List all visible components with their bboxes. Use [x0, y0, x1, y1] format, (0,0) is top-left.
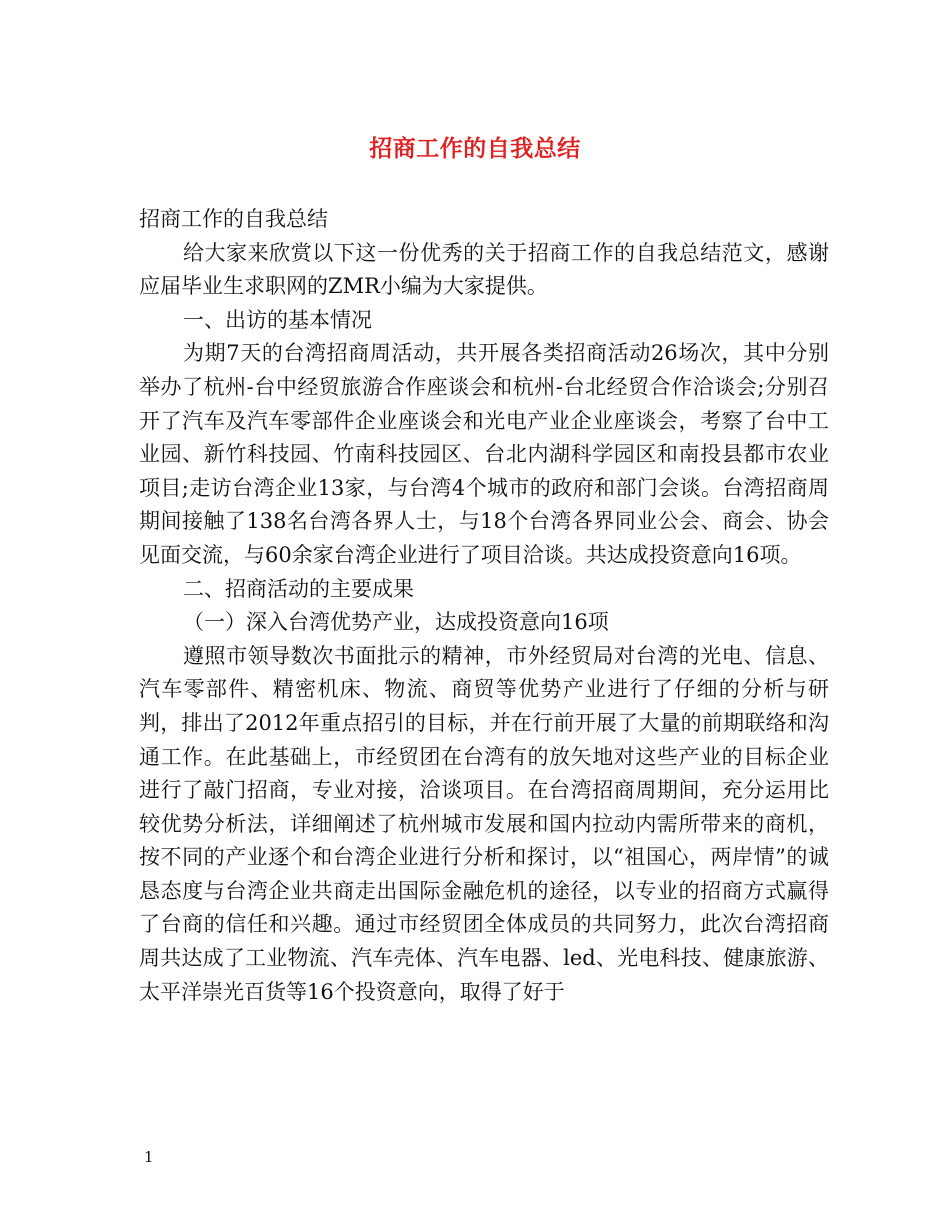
section-heading-2: 二、招商活动的主要成果	[183, 576, 414, 601]
document-body	[139, 203, 829, 1009]
paragraph-achievements: 遵照市领导数次书面批示的精神，市外经贸局对台湾的光电、信息、汽车零部件、精密机床、物流、商贸等优势产业进行了仔细的分析与研判，排出了2012年重点招引的目标，并在行前开展了大量的前期联络和沟通工作。在此基础上，市经贸团在台湾有的放矢地对这些产业的目标企业进行了敲门招商，专业对接，洽谈项目。在台湾招商周期间，充分运用比较优势分析法，详细阐述了杭州城市发展和国内拉动内需所带来的商机，按不同的产业逐个和台湾企业进行分析和探讨，以“祖国心，两岸情”的诚恳态度与台湾企业共商走出国际金融危机的途径，以专业的招商方式赢得了台商的信任和兴趣。通过市经贸团全体成员的共同努力，此次台湾招商周共达成了工业物流、汽车壳体、汽车电器、led、光电科技、健康旅游、太平洋崇光百货等16个投资意向，取得了好于	[139, 643, 829, 1004]
section-heading-1: 一、出访的基本情况	[183, 307, 372, 332]
paragraph-heading: 招商工作的自我总结	[139, 207, 328, 231]
paragraph-intro: 给大家来欣赏以下这一份优秀的关于招商工作的自我总结范文，感谢应届毕业生求职网的ZMR小编为大家提供。	[139, 240, 829, 299]
document-title: 招商工作的自我总结	[369, 135, 581, 162]
subsection-heading-1: （一）深入台湾优势产业，达成投资意向16项	[183, 610, 609, 635]
paragraph-visit-summary: 为期7天的台湾招商周活动，共开展各类招商活动26场次，其中分别举办了杭州-台中经贸旅游合作座谈会和杭州-台北经贸合作洽谈会;分别召开了汽车及汽车零部件企业座谈会和光电产业企业座谈会，考察了台中工业园、新竹科技园、竹南科技园区、台北内湖科学园区和南投县都市农业项目;走访台湾企业13家，与台湾4个城市的政府和部门会谈。台湾招商周期间接触了138名台湾各界人士，与18个台湾各界同业公会、商会、协会见面交流，与60余家台湾企业进行了项目洽谈。共达成投资意向16项。	[139, 341, 829, 567]
page-number: 1	[144, 1148, 154, 1166]
